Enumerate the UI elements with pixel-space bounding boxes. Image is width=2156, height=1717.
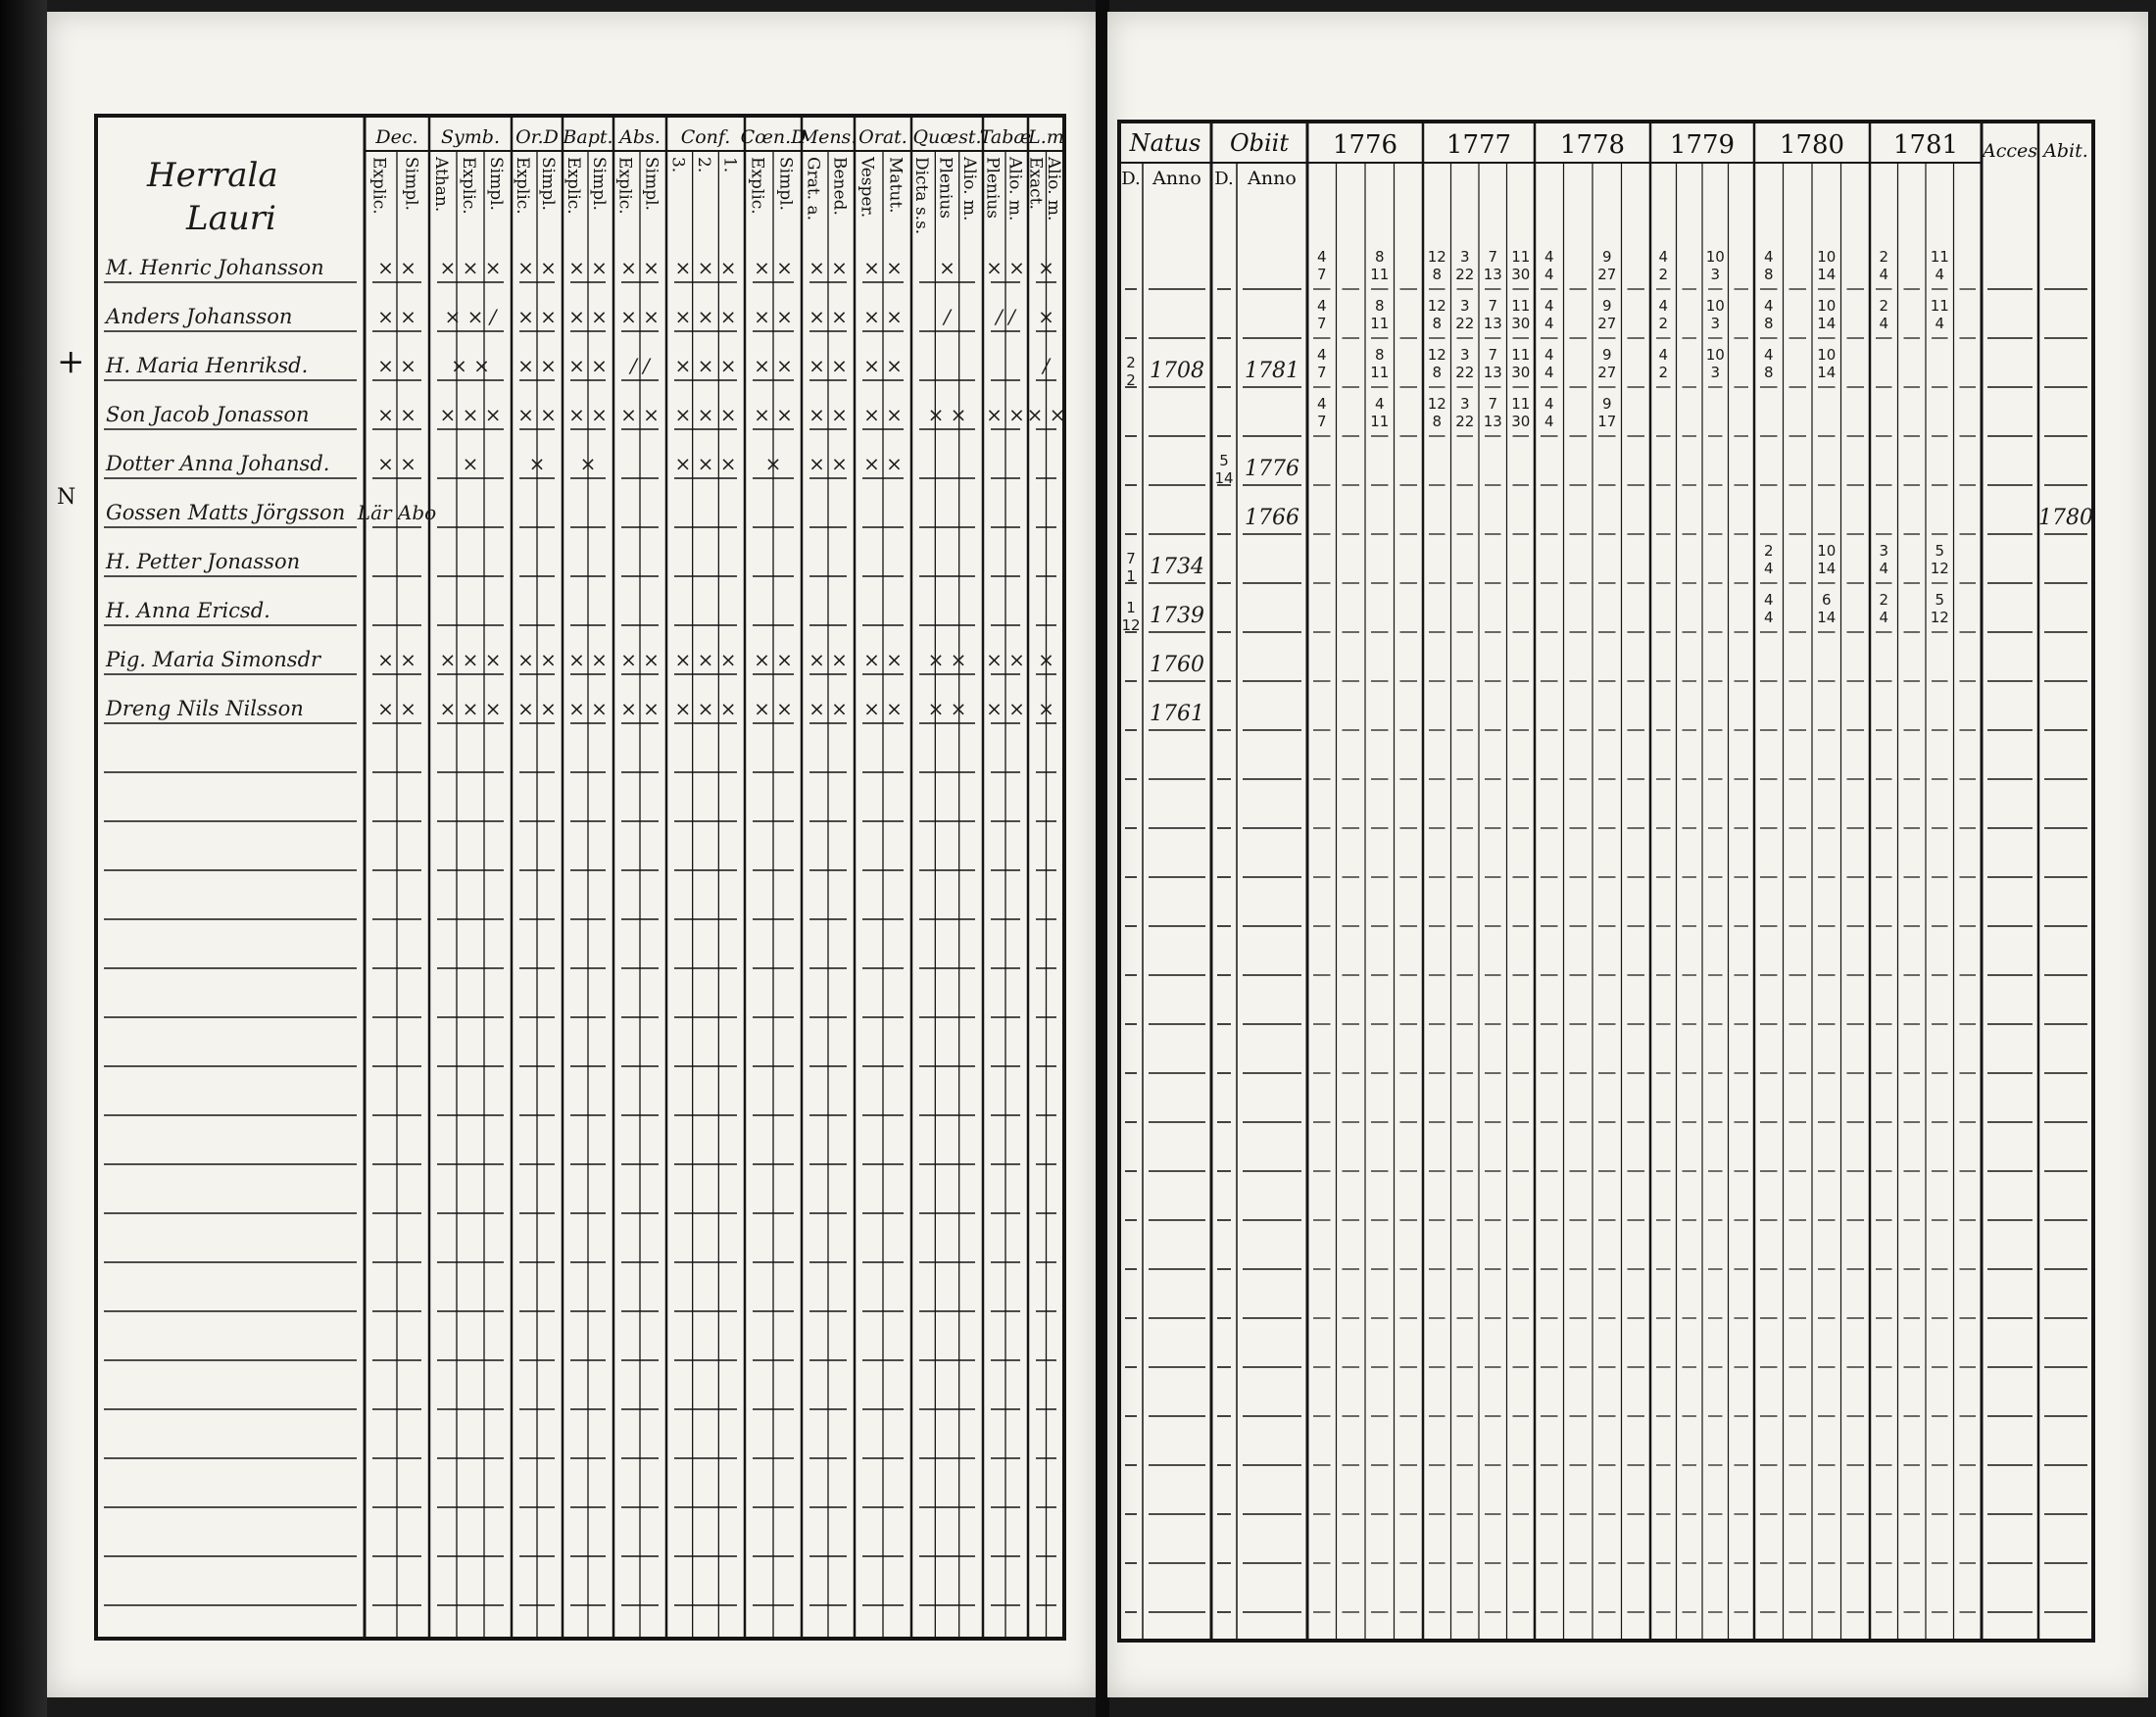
knowledge-mark: × ×	[517, 305, 557, 328]
column-group-label: Dec.	[375, 126, 418, 148]
knowledge-mark: × ×	[451, 354, 490, 377]
column-group-label: Symb.	[441, 126, 500, 148]
knowledge-mark: × ×	[517, 403, 557, 426]
register-subtitle: Lauri	[186, 199, 276, 238]
examination-entry: 4	[1763, 591, 1774, 609]
sub-column-label: Explic.	[459, 157, 478, 215]
sub-column-label: Simpl.	[641, 157, 662, 211]
knowledge-mark: × ×	[754, 403, 793, 426]
resident-name: Gossen Matts Jörgsson	[106, 501, 346, 524]
examination-entry: 11	[1930, 248, 1949, 266]
natus-header: Natus	[1129, 129, 1201, 157]
birth-year: 1761	[1150, 702, 1204, 726]
knowledge-mark: × × ×	[674, 256, 737, 279]
death-year: 1781	[1245, 359, 1299, 383]
examination-entry: 4	[1763, 609, 1774, 626]
examination-entry: 2	[1879, 591, 1889, 609]
knowledge-mark: ×	[1038, 648, 1054, 671]
examination-entry: 4	[1544, 413, 1554, 430]
examination-entry: 13	[1483, 266, 1502, 283]
examination-entry: 7	[1488, 297, 1498, 315]
column-group-label: Tabæ	[979, 126, 1032, 148]
sub-column-label: 1.	[719, 157, 740, 173]
examination-entry: 12	[1930, 609, 1949, 626]
knowledge-mark: × × ×	[439, 403, 502, 426]
examination-entry: 4	[1658, 297, 1669, 315]
birth-year: 1739	[1150, 604, 1204, 628]
column-group-label: Conf.	[680, 126, 731, 148]
examination-entry: 4	[1879, 315, 1889, 332]
sub-column-label: Dicta s.s.	[911, 157, 932, 235]
column-group-label: Or.D	[515, 126, 559, 148]
examination-entry: 4	[1544, 297, 1554, 315]
birth-day: 2	[1126, 354, 1136, 371]
knowledge-mark: Lär Abo	[357, 501, 437, 524]
examination-entry: 4	[1879, 266, 1889, 283]
examination-entry: 7	[1488, 395, 1498, 413]
knowledge-mark: × ×	[808, 648, 848, 671]
examination-entry: 11	[1370, 266, 1390, 283]
examination-entry: 27	[1597, 364, 1617, 381]
examination-entry: 13	[1483, 364, 1502, 381]
examination-entry: 4	[1544, 266, 1554, 283]
examination-entry: 4	[1544, 364, 1554, 381]
knowledge-mark: × × ×	[439, 256, 502, 279]
knowledge-mark: × × ×	[674, 354, 737, 377]
knowledge-mark: × ×	[568, 354, 608, 377]
sub-column-label: Exact.	[1025, 157, 1046, 210]
knowledge-mark: × ×	[568, 305, 608, 328]
examination-entry: 2	[1879, 248, 1889, 266]
knowledge-mark: × ×	[754, 354, 793, 377]
year-header: 1779	[1669, 130, 1736, 160]
knowledge-mark: × ×	[927, 648, 967, 671]
column-group-label: Bapt.	[563, 126, 613, 148]
sub-column-label: Explic.	[614, 157, 635, 215]
birth-year: 1760	[1150, 653, 1204, 677]
knowledge-mark: × ×	[863, 648, 903, 671]
knowledge-mark: ×	[1038, 305, 1054, 328]
examination-entry: 4	[1374, 395, 1385, 413]
birth-day: 12	[1121, 616, 1141, 634]
examination-entry: 14	[1817, 609, 1837, 626]
knowledge-mark: × ×	[377, 697, 416, 720]
resident-name: H. Petter Jonasson	[106, 550, 301, 573]
knowledge-mark: × ×	[808, 354, 848, 377]
examination-entry: 3	[1710, 364, 1721, 381]
knowledge-mark: × ×	[517, 697, 557, 720]
resident-name: Pig. Maria Simonsdr	[106, 648, 321, 671]
knowledge-mark: × ×	[863, 354, 903, 377]
knowledge-mark: /	[1043, 354, 1050, 377]
knowledge-mark: × ×	[986, 697, 1025, 720]
examination-entry: 11	[1370, 413, 1390, 430]
knowledge-mark: × ×	[620, 697, 660, 720]
examination-entry: 30	[1511, 315, 1531, 332]
knowledge-mark: × ×	[808, 305, 848, 328]
sub-column-label: Alio. m.	[958, 157, 979, 221]
examination-entry: 14	[1817, 315, 1837, 332]
knowledge-mark: × ×	[808, 697, 848, 720]
examination-entry: 7	[1488, 346, 1498, 364]
knowledge-mark: ×	[1038, 256, 1054, 279]
year-header: 1780	[1779, 130, 1845, 160]
knowledge-mark: × ×	[620, 256, 660, 279]
examination-entry: 17	[1597, 413, 1617, 430]
examination-entry: 3	[1459, 248, 1470, 266]
column-group-label: Orat.	[858, 126, 907, 148]
examination-entry: 10	[1705, 248, 1725, 266]
examination-entry: 22	[1455, 413, 1475, 430]
sub-column-label: Simpl.	[401, 157, 421, 211]
sub-column-label: Simpl.	[589, 157, 609, 211]
knowledge-mark: × ×	[377, 354, 416, 377]
examination-entry: 4	[1763, 297, 1774, 315]
sub-column-label: Bened.	[829, 157, 850, 216]
examination-entry: 4	[1763, 346, 1774, 364]
examination-entry: 2	[1658, 266, 1669, 283]
examination-entry: 4	[1544, 315, 1554, 332]
sub-column-label: Explic.	[564, 157, 583, 215]
examination-entry: 12	[1427, 297, 1446, 315]
examination-entry: 9	[1601, 297, 1612, 315]
obiit-anno-header: Anno	[1248, 168, 1297, 189]
examination-entry: 10	[1705, 297, 1725, 315]
examination-entry: 3	[1710, 266, 1721, 283]
knowledge-mark: × ×	[377, 256, 416, 279]
examination-entry: 4	[1316, 297, 1327, 315]
examination-entry: 9	[1601, 346, 1612, 364]
sub-column-label: Plenius	[982, 157, 1003, 219]
examination-entry: 13	[1483, 413, 1502, 430]
examination-entry: 27	[1597, 266, 1617, 283]
birth-day: 1	[1126, 567, 1136, 585]
examination-entry: 11	[1930, 297, 1949, 315]
birth-year: 1734	[1150, 555, 1204, 579]
examination-entry: 4	[1658, 346, 1669, 364]
examination-entry: 3	[1879, 542, 1889, 560]
examination-entry: 4	[1316, 395, 1327, 413]
examination-entry: 5	[1935, 591, 1945, 609]
examination-entry: 8	[1432, 364, 1443, 381]
knowledge-mark: × × ×	[674, 403, 737, 426]
examination-entry: 12	[1427, 395, 1446, 413]
examination-entry: 30	[1511, 364, 1531, 381]
knowledge-mark: × ×	[377, 403, 416, 426]
examination-entry: 22	[1455, 266, 1475, 283]
knowledge-mark: × ×	[517, 256, 557, 279]
examination-entry: 3	[1710, 315, 1721, 332]
knowledge-mark: × × ×	[674, 648, 737, 671]
column-group-label: Cœn.D	[740, 126, 807, 148]
examination-entry: 8	[1763, 364, 1774, 381]
examination-entry: 8	[1374, 346, 1385, 364]
year-header: 1777	[1446, 130, 1512, 160]
examination-entry: 8	[1763, 315, 1774, 332]
resident-name: H. Maria Henriksd.	[106, 354, 309, 377]
examination-entry: 4	[1763, 560, 1774, 577]
examination-entry: 8	[1432, 413, 1443, 430]
examination-entry: 4	[1935, 315, 1945, 332]
acces-header: Acces	[1983, 140, 2037, 162]
margin-note: N	[57, 485, 76, 510]
examination-entry: 8	[1432, 315, 1443, 332]
knowledge-mark: ×	[1038, 697, 1054, 720]
departure-year: 1780	[2038, 506, 2093, 530]
knowledge-mark: ×	[939, 256, 956, 279]
knowledge-mark: × ×	[808, 452, 848, 475]
knowledge-mark: × × ×	[674, 697, 737, 720]
examination-entry: 13	[1483, 315, 1502, 332]
knowledge-mark: × ×	[927, 697, 967, 720]
examination-entry: 22	[1455, 315, 1475, 332]
margin-cross-mark: +	[57, 342, 85, 381]
examination-entry: 22	[1455, 364, 1475, 381]
examination-entry: 3	[1459, 297, 1470, 315]
examination-entry: 4	[1879, 609, 1889, 626]
knowledge-mark: × ×	[986, 256, 1025, 279]
column-group-label: L.m	[1028, 126, 1064, 148]
column-group-label: Quœst.	[912, 126, 982, 148]
knowledge-mark: × ×	[1026, 403, 1066, 426]
examination-entry: 2	[1658, 364, 1669, 381]
sub-column-label: Athan.	[431, 157, 451, 213]
knowledge-mark: × ×	[863, 305, 903, 328]
examination-entry: 4	[1658, 248, 1669, 266]
knowledge-mark: × ×	[568, 256, 608, 279]
knowledge-mark: × ×	[568, 403, 608, 426]
examination-entry: 12	[1930, 560, 1949, 577]
examination-entry: 4	[1879, 560, 1889, 577]
examination-entry: 10	[1817, 542, 1837, 560]
resident-name: Dotter Anna Johansd.	[106, 452, 330, 475]
knowledge-mark: × ×	[986, 648, 1025, 671]
knowledge-mark: ×	[579, 452, 597, 475]
knowledge-mark: × ×	[517, 648, 557, 671]
examination-entry: 4	[1544, 346, 1554, 364]
knowledge-mark: × ×	[863, 403, 903, 426]
knowledge-mark: × ×	[927, 403, 967, 426]
year-header: 1781	[1892, 130, 1959, 160]
death-year: 1766	[1245, 506, 1299, 530]
examination-entry: 14	[1817, 266, 1837, 283]
examination-entry: 3	[1459, 346, 1470, 364]
examination-entry: 14	[1817, 364, 1837, 381]
knowledge-mark: ×	[462, 452, 479, 475]
examination-entry: 4	[1544, 248, 1554, 266]
examination-entry: 12	[1427, 346, 1446, 364]
examination-entry: 5	[1935, 542, 1945, 560]
resident-name: Son Jacob Jonasson	[106, 403, 310, 426]
knowledge-mark: × ×	[377, 452, 416, 475]
column-group-label: Abs.	[619, 126, 661, 148]
examination-entry: 7	[1316, 266, 1327, 283]
sub-column-label: Alio. m.	[1043, 157, 1063, 221]
sub-column-label: Matut.	[885, 157, 906, 214]
examination-entry: 10	[1817, 248, 1837, 266]
examination-entry: 11	[1511, 395, 1531, 413]
examination-entry: 7	[1316, 364, 1327, 381]
sub-column-label: Grat. a.	[803, 157, 823, 221]
examination-entry: 4	[1763, 248, 1774, 266]
examination-entry: 11	[1370, 364, 1390, 381]
knowledge-mark: × × /	[444, 305, 497, 328]
knowledge-mark: × ×	[568, 648, 608, 671]
examination-entry: 6	[1821, 591, 1832, 609]
examination-entry: 30	[1511, 266, 1531, 283]
knowledge-mark: × ×	[754, 697, 793, 720]
knowledge-mark: / /	[630, 354, 650, 377]
sub-column-label: Alio. m.	[1004, 157, 1025, 221]
natus-anno-header: Anno	[1152, 168, 1201, 189]
resident-name: Anders Johansson	[106, 305, 293, 328]
knowledge-mark: × ×	[568, 697, 608, 720]
knowledge-mark: × ×	[620, 403, 660, 426]
knowledge-mark: × ×	[620, 305, 660, 328]
examination-entry: 11	[1370, 315, 1390, 332]
examination-entry: 10	[1817, 297, 1837, 315]
knowledge-mark: × ×	[863, 697, 903, 720]
examination-entry: 9	[1601, 248, 1612, 266]
death-year: 1776	[1245, 457, 1299, 481]
sub-column-label: Explic.	[368, 157, 389, 215]
examination-entry: 4	[1316, 346, 1327, 364]
abit-header: Abit.	[2043, 140, 2088, 162]
examination-entry: 4	[1544, 395, 1554, 413]
knowledge-mark: × ×	[377, 648, 416, 671]
examination-entry: 11	[1511, 297, 1531, 315]
examination-entry: 14	[1817, 560, 1837, 577]
knowledge-mark: / /	[996, 305, 1015, 328]
knowledge-mark: × ×	[986, 403, 1025, 426]
examination-entry: 10	[1817, 346, 1837, 364]
natus-day-header: D.	[1121, 169, 1141, 189]
knowledge-mark: ×	[764, 452, 782, 475]
examination-entry: 8	[1374, 297, 1385, 315]
obiit-header: Obiit	[1229, 129, 1290, 157]
examination-entry: 9	[1601, 395, 1612, 413]
sub-column-label: Plenius	[935, 157, 956, 219]
examination-entry: 7	[1316, 413, 1327, 430]
resident-name: Dreng Nils Nilsson	[106, 697, 304, 720]
register-title: Herrala	[147, 156, 278, 195]
knowledge-mark: × ×	[754, 648, 793, 671]
examination-entry: 4	[1935, 266, 1945, 283]
obiit-day-header: D.	[1214, 169, 1234, 189]
examination-entry: 10	[1705, 346, 1725, 364]
sub-column-label: 3.	[667, 157, 688, 173]
examination-entry: 7	[1488, 248, 1498, 266]
examination-entry: 4	[1316, 248, 1327, 266]
birth-day: 1	[1126, 599, 1136, 616]
knowledge-mark: × ×	[808, 403, 848, 426]
examination-entry: 30	[1511, 413, 1531, 430]
birth-year: 1708	[1150, 359, 1204, 383]
resident-name: M. Henric Johansson	[106, 256, 324, 279]
examination-entry: 8	[1763, 266, 1774, 283]
knowledge-mark: × × ×	[439, 648, 502, 671]
examination-entry: 27	[1597, 315, 1617, 332]
examination-entry: 2	[1763, 542, 1774, 560]
knowledge-mark: × ×	[863, 452, 903, 475]
knowledge-mark: × ×	[754, 305, 793, 328]
sub-column-label: Explic.	[747, 157, 767, 215]
column-group-label: Mens.	[799, 126, 858, 148]
knowledge-mark: × ×	[517, 354, 557, 377]
knowledge-mark: × × ×	[674, 305, 737, 328]
knowledge-mark: × ×	[620, 648, 660, 671]
knowledge-mark: /	[944, 305, 951, 328]
examination-entry: 3	[1459, 395, 1470, 413]
birth-day: 2	[1126, 371, 1136, 389]
sub-column-label: Simpl.	[538, 157, 558, 211]
sub-column-label: 2.	[694, 157, 713, 173]
examination-entry: 2	[1658, 315, 1669, 332]
sub-column-label: Simpl.	[486, 157, 506, 211]
knowledge-mark: × ×	[754, 256, 793, 279]
sub-column-label: Vesper.	[857, 157, 877, 219]
year-header: 1778	[1559, 130, 1626, 160]
knowledge-mark: × ×	[808, 256, 848, 279]
knowledge-mark: × ×	[377, 305, 416, 328]
examination-entry: 7	[1316, 315, 1327, 332]
examination-entry: 12	[1427, 248, 1446, 266]
left-table-border	[96, 116, 1064, 1639]
birth-day: 7	[1126, 550, 1136, 567]
examination-entry: 8	[1432, 266, 1443, 283]
examination-entry: 11	[1511, 248, 1531, 266]
examination-entry: 2	[1879, 297, 1889, 315]
knowledge-mark: × × ×	[674, 452, 737, 475]
resident-name: H. Anna Ericsd.	[106, 599, 270, 622]
death-day: 14	[1214, 469, 1234, 487]
sub-column-label: Simpl.	[775, 157, 796, 211]
knowledge-mark: ×	[528, 452, 546, 475]
examination-entry: 8	[1374, 248, 1385, 266]
death-day: 5	[1219, 452, 1229, 469]
year-header: 1776	[1332, 130, 1398, 160]
examination-entry: 11	[1511, 346, 1531, 364]
sub-column-label: Explic.	[513, 157, 532, 215]
knowledge-mark: × ×	[863, 256, 903, 279]
knowledge-mark: × × ×	[439, 697, 502, 720]
